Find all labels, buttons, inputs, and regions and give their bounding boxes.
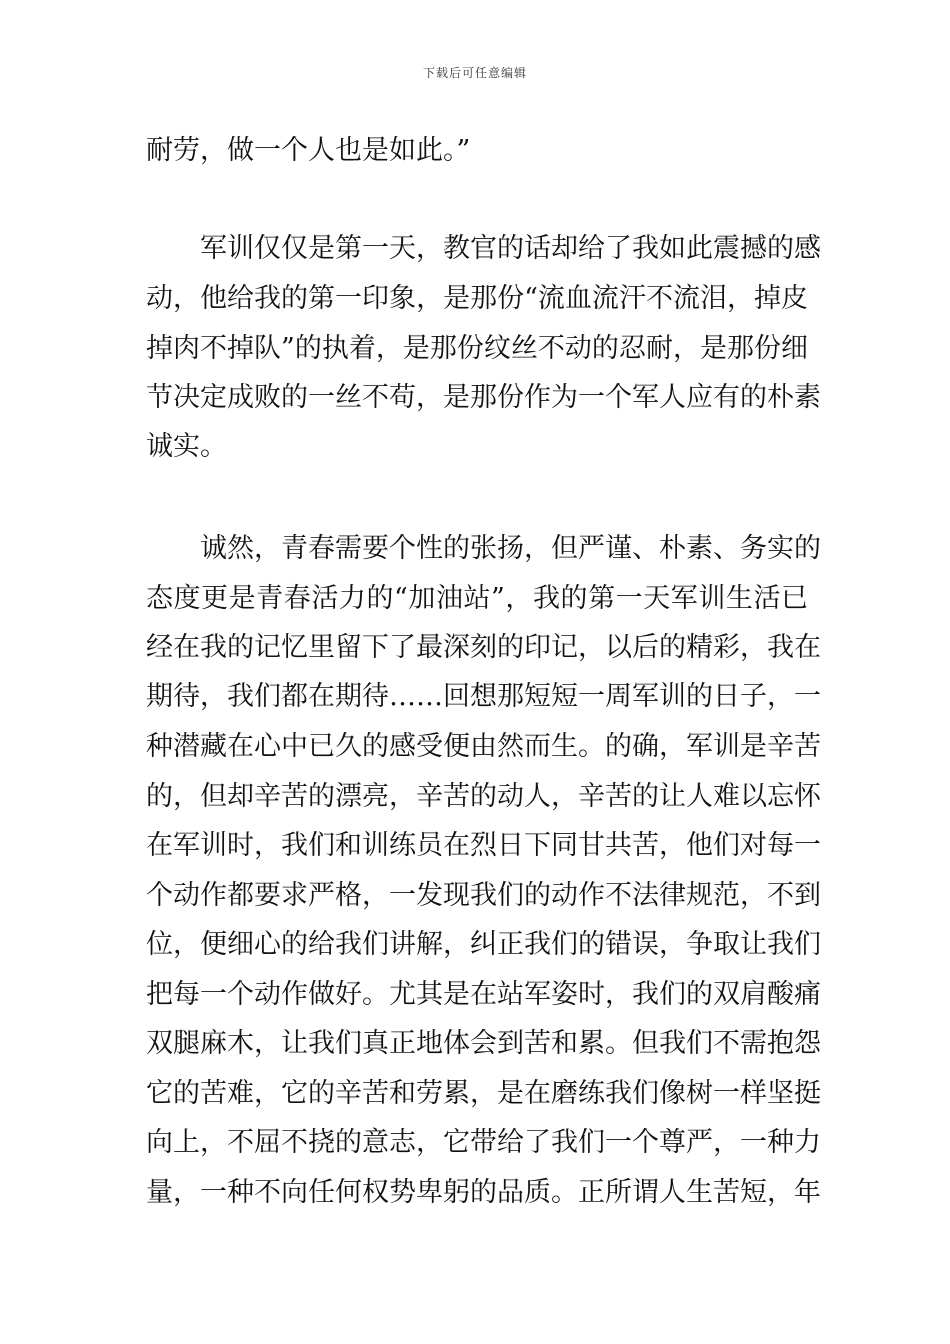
paragraph-line: 双腿麻木，让我们真正地体会到苦和累。但我们不需抱怨	[146, 1028, 821, 1059]
paragraph-line: 个动作都要求严格，一发现我们的动作不法律规范，不到	[146, 880, 821, 911]
paragraph-line: 位，便细心的给我们讲解，纠正我们的错误，争取让我们	[146, 929, 821, 960]
paragraph-line: 的，但却辛苦的漂亮，辛苦的动人，辛苦的让人难以忘怀	[146, 781, 821, 812]
paragraph-line: 诚实。	[146, 431, 227, 462]
paragraph-line: 在军训时，我们和训练员在烈日下同甘共苦，他们对每一	[146, 830, 821, 861]
paragraph-line: 军训仅仅是第一天，教官的话却给了我如此震撼的感	[200, 233, 821, 264]
paragraph-line: 诚然，青春需要个性的张扬，但严谨、朴素、务实的	[200, 533, 821, 564]
paragraph-line: 耐劳，做一个人也是如此。”	[146, 135, 471, 166]
paragraph-line: 掉肉不掉队”的执着，是那份纹丝不动的忍耐，是那份细	[146, 333, 808, 364]
paragraph-line: 动，他给我的第一印象，是那份“流血流汗不流泪，掉皮	[146, 283, 808, 314]
paragraph-line: 经在我的记忆里留下了最深刻的印记，以后的精彩，我在	[146, 632, 821, 663]
paragraph-line: 期待，我们都在期待……回想那短短一周军训的日子，一	[146, 681, 821, 712]
paragraph-line: 种潜藏在心中已久的感受便由然而生。的确，军训是辛苦	[146, 731, 821, 762]
page-header: 下载后可任意编辑	[422, 66, 527, 80]
paragraph-line: 节决定成败的一丝不苟，是那份作为一个军人应有的朴素	[146, 382, 821, 413]
paragraph-line: 量，一种不向任何权势卑躬的品质。正所谓人生苦短，年	[146, 1177, 821, 1208]
paragraph-line: 向上，不屈不挠的意志，它带给了我们一个尊严，一种力	[146, 1127, 821, 1158]
paragraph-line: 它的苦难，它的辛苦和劳累，是在磨练我们像树一样坚挺	[146, 1078, 821, 1109]
paragraph-line: 把每一个动作做好。尤其是在站军姿时，我们的双肩酸痛	[146, 979, 821, 1010]
paragraph-line: 态度更是青春活力的“加油站”，我的第一天军训生活已	[146, 583, 808, 614]
